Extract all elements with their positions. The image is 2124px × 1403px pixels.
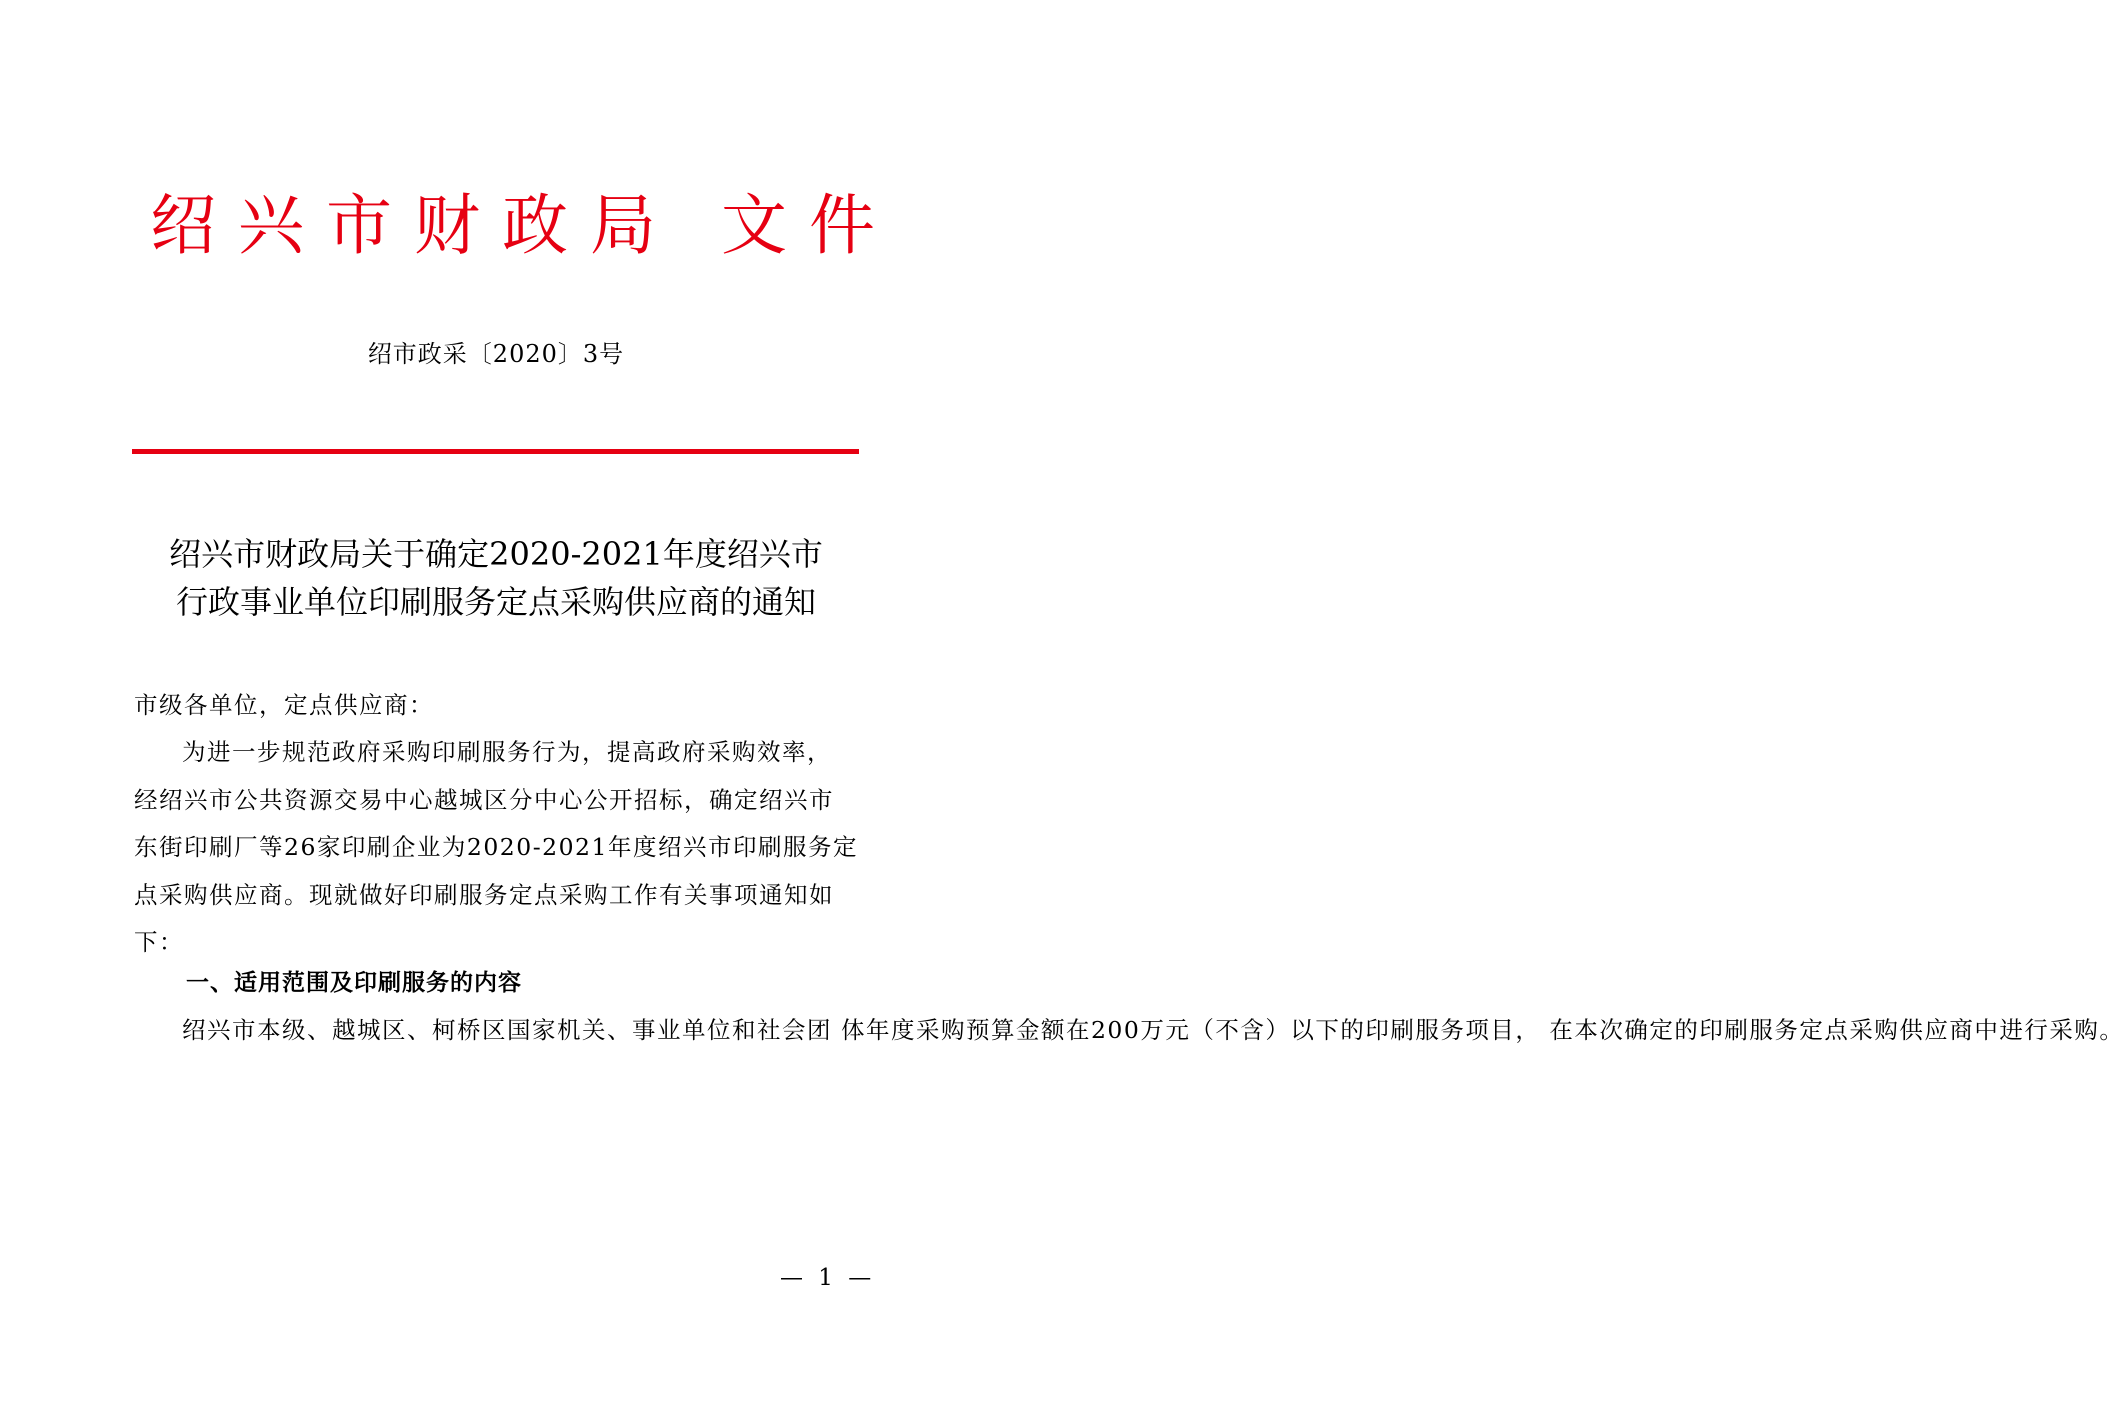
document-number: 绍市政采〔2020〕3号: [367, 340, 625, 368]
paragraph-line: 点采购供应商。现就做好印刷服务定点采购工作有关事项通知如: [134, 880, 834, 909]
red-divider-line: [132, 449, 859, 454]
paragraph-line: 经绍兴市公共资源交易中心越城区分中心公开招标，确定绍兴市: [134, 785, 834, 814]
section-heading-1: 一、适用范围及印刷服务的内容: [186, 970, 522, 996]
paragraph-line: 东街印刷厂等26家印刷企业为2020-2021年度绍兴市印刷服务定: [134, 833, 858, 861]
paragraph-2: [134, 1007, 2124, 1055]
salutation: 市级各单位，定点供应商：: [134, 691, 434, 719]
paragraph-line: 下：: [134, 928, 184, 956]
paragraph-line: 绍兴市本级、越城区、柯桥区国家机关、事业单位和社会团: [182, 1016, 832, 1044]
paragraph-line: 体年度采购预算金额在200万元（不含）以下的印刷服务项目，: [840, 1016, 1541, 1044]
notice-title-line: 行政事业单位印刷服务定点采购供应商的通知: [175, 583, 816, 621]
paragraph-line: 在本次确定的印刷服务定点采购供应商中进行采购。: [1549, 1016, 2124, 1044]
issuer-header-title: 绍兴市财政局 文件: [150, 187, 897, 264]
notice-title: [100, 530, 892, 626]
paragraph-line: 为进一步规范政府采购印刷服务行为，提高政府采购效率，: [182, 738, 832, 766]
paragraph-1: [134, 729, 872, 967]
notice-title-line: 绍兴市财政局关于确定2020-2021年度绍兴市: [169, 535, 823, 573]
page-number: — 1 —: [780, 1265, 876, 1291]
